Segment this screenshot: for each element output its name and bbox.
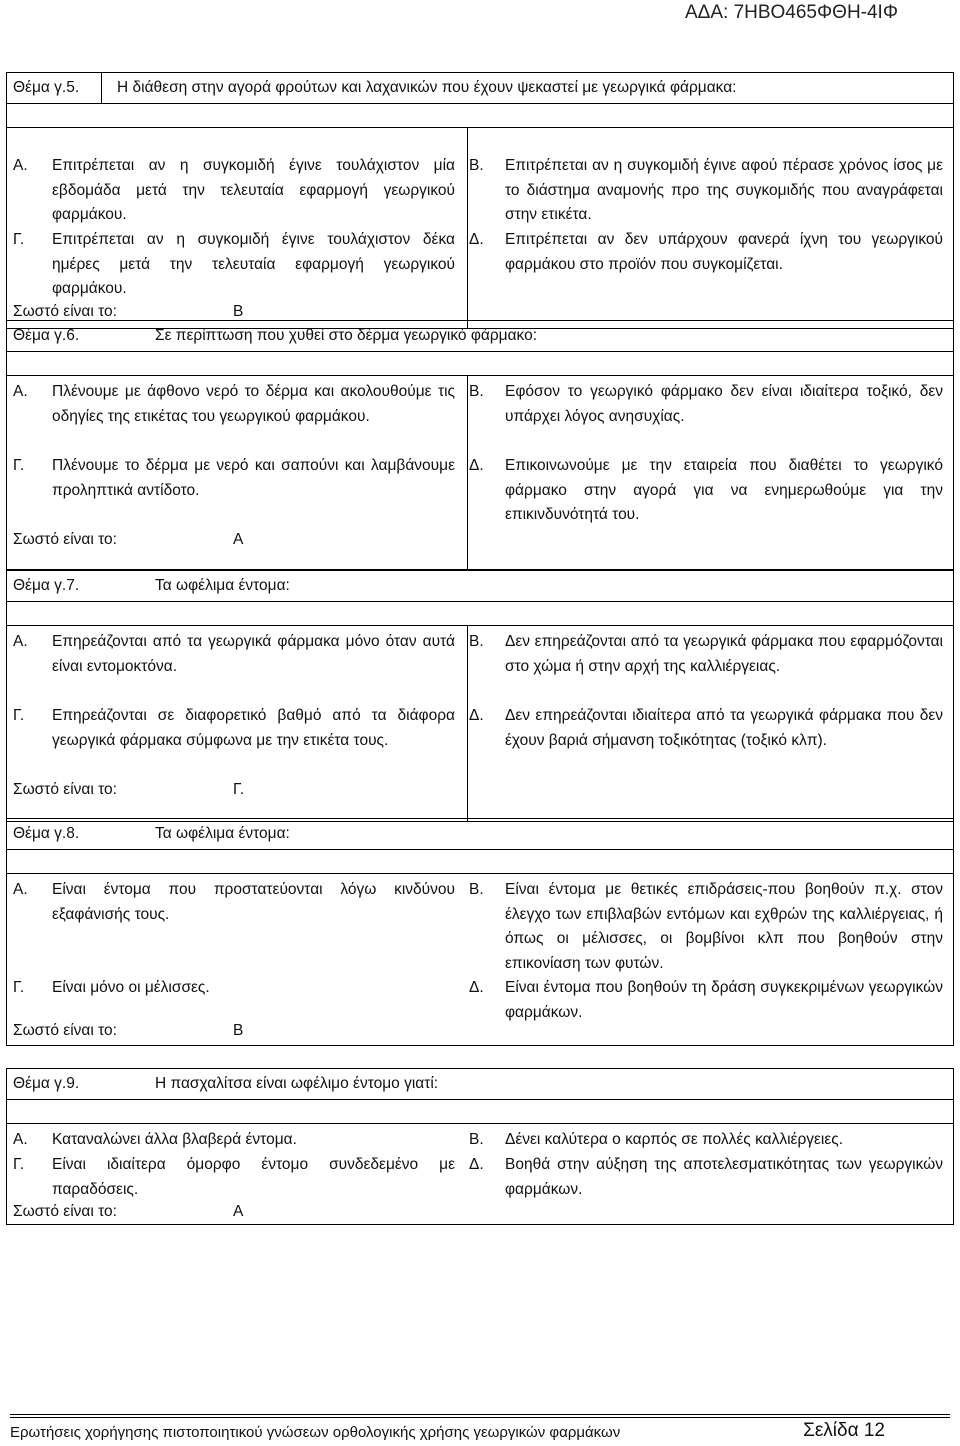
option-c: Επηρεάζονται σε διαφορετικό βαθμό από τα διάφορα γεωργικά φάρμακα σύμφωνα με την ετικέτα τους. xyxy=(52,707,455,749)
question-code: Θέμα γ.7. xyxy=(13,577,80,594)
question-title: Τα ωφέλιμα έντομα: xyxy=(155,577,290,594)
option-label-c: Γ. xyxy=(13,1156,25,1173)
option-label-b: Β. xyxy=(469,157,484,174)
footer-title: Ερωτήσεις χορήγησης πιστοποιητικού γνώσεων ορθολογικής χρήσης γεωργικών φαρμάκων xyxy=(10,1424,621,1441)
option-label-a: Α. xyxy=(13,383,28,400)
question-block-7 xyxy=(6,570,954,822)
footer-rule xyxy=(10,1414,950,1415)
correct-label: Σωστό είναι το: xyxy=(13,531,117,548)
correct-value: Γ. xyxy=(233,781,245,798)
spacer-row xyxy=(7,352,953,376)
question-title: Η διάθεση στην αγορά φρούτων και λαχανικών που έχουν ψεκαστεί με γεωργικά φάρμακα: xyxy=(117,79,737,96)
option-c: Επιτρέπεται αν η συγκομιδή έγινε τουλάχιστον δέκα ημέρες μετά την τελευταία εφαρμογή γεωργικού φαρμάκου. xyxy=(52,231,455,297)
title-divider xyxy=(101,73,102,103)
spacer-row xyxy=(7,104,953,128)
option-b: Δένει καλύτερα ο καρπός σε πολλές καλλιέργειες. xyxy=(505,1131,844,1148)
option-label-b: Β. xyxy=(469,1131,484,1148)
question-code: Θέμα γ.5. xyxy=(13,79,80,96)
option-label-d: Δ. xyxy=(469,231,484,248)
correct-value: Α xyxy=(233,1203,244,1220)
question-title-row xyxy=(7,321,953,352)
question-block-9 xyxy=(6,1068,954,1225)
option-b: Εφόσον το γεωργικό φάρμακο δεν είναι ιδιαίτερα τοξικό, δεν υπάρχει λόγος ανησυχίας. xyxy=(505,383,943,425)
option-a: Πλένουμε με άφθονο νερό το δέρμα και ακολουθούμε τις οδηγίες της ετικέτας του γεωργικού φαρμάκου. xyxy=(52,383,455,425)
option-d: Είναι έντομα που βοηθούν τη δράση συγκεκριμένων γεωργικών φαρμάκων. xyxy=(505,979,943,1021)
correct-label: Σωστό είναι το: xyxy=(13,1203,117,1220)
question-title-row xyxy=(7,571,953,602)
question-code: Θέμα γ.9. xyxy=(13,1075,80,1092)
option-label-c: Γ. xyxy=(13,979,25,996)
column-divider xyxy=(467,376,468,569)
spacer-row xyxy=(7,602,953,626)
correct-value: Β xyxy=(233,303,244,320)
options-row xyxy=(7,128,953,328)
correct-answer xyxy=(13,528,244,553)
question-title: Τα ωφέλιμα έντομα: xyxy=(155,825,290,842)
correct-label: Σωστό είναι το: xyxy=(13,781,117,798)
option-label-b: Β. xyxy=(469,633,484,650)
option-label-d: Δ. xyxy=(469,1156,484,1173)
options-row xyxy=(7,376,953,569)
question-title-row xyxy=(7,1069,953,1100)
option-d: Επικοινωνούμε με την εταιρεία που διαθέτει το γεωργικό φάρμακο στην αγορά για να ενημερωθούμε για την επικινδυνότητά του. xyxy=(505,457,943,523)
option-d: Επιτρέπεται αν δεν υπάρχουν φανερά ίχνη του γεωργικού φαρμάκου στο προϊόν που συγκομίζεται. xyxy=(505,231,943,273)
column-divider xyxy=(467,128,468,328)
footer-rule-double xyxy=(10,1417,950,1418)
column-divider xyxy=(467,626,468,821)
ada-header: ΑΔΑ: 7ΗΒΟ465ΦΘΗ-4ΙΦ xyxy=(684,2,898,23)
page-number: Σελίδα 12 xyxy=(803,1420,885,1441)
option-label-c: Γ. xyxy=(13,457,25,474)
question-block-8 xyxy=(6,818,954,1046)
option-b: Επιτρέπεται αν η συγκομιδή έγινε αφού πέρασε χρόνος ίσος με το διάστημα αναμονής προ της συγκομιδής που αναγράφεται στην ετικέτα. xyxy=(505,157,943,223)
correct-answer xyxy=(13,1200,244,1225)
question-title: Σε περίπτωση που χυθεί στο δέρμα γεωργικό φάρμακο: xyxy=(155,327,538,344)
option-a: Είναι έντομα που προστατεύονται λόγω κινδύνου εξαφάνισής τους. xyxy=(52,881,455,923)
options-row xyxy=(7,626,953,821)
option-c: Πλένουμε το δέρμα με νερό και σαπούνι και λαμβάνουμε προληπτικά αντίδοτο. xyxy=(52,457,455,499)
correct-value: Α xyxy=(233,531,244,548)
option-label-a: Α. xyxy=(13,881,28,898)
correct-value: Β xyxy=(233,1022,244,1039)
option-c: Είναι ιδιαίτερα όμορφο έντομο συνδεδεμένο με παραδόσεις. xyxy=(52,1156,455,1198)
option-label-c: Γ. xyxy=(13,231,25,248)
option-d: Βοηθά στην αύξηση της αποτελεσματικότητας των γεωργικών φαρμάκων. xyxy=(505,1156,943,1198)
options-row xyxy=(7,874,953,1045)
correct-answer xyxy=(13,778,245,803)
option-label-d: Δ. xyxy=(469,457,484,474)
option-c: Είναι μόνο οι μέλισσες. xyxy=(52,979,210,996)
option-label-b: Β. xyxy=(469,383,484,400)
question-block-6 xyxy=(6,320,954,570)
question-code: Θέμα γ.8. xyxy=(13,825,80,842)
option-d: Δεν επηρεάζονται ιδιαίτερα από τα γεωργικά φάρμακα που δεν έχουν βαριά σήμανση τοξικότητας (τοξικό κλπ). xyxy=(505,707,943,749)
option-a: Καταναλώνει άλλα βλαβερά έντομα. xyxy=(52,1131,297,1148)
question-title: Η πασχαλίτσα είναι ωφέλιμο έντομο γιατί: xyxy=(155,1075,439,1092)
option-label-d: Δ. xyxy=(469,707,484,724)
question-block-5 xyxy=(6,72,954,329)
option-label-c: Γ. xyxy=(13,707,25,724)
option-label-a: Α. xyxy=(13,633,28,650)
option-label-b: Β. xyxy=(469,881,484,898)
option-label-a: Α. xyxy=(13,157,28,174)
option-a: Επηρεάζονται από τα γεωργικά φάρμακα μόνο όταν αυτά είναι εντομοκτόνα. xyxy=(52,633,455,675)
option-a: Επιτρέπεται αν η συγκομιδή έγινε τουλάχιστον μία εβδομάδα μετά την τελευταία εφαρμογή γεωργικού φαρμάκου. xyxy=(52,157,455,223)
option-b: Είναι έντομα με θετικές επιδράσεις-που βοηθούν π.χ. στον έλεγχο των επιβλαβών εντόμων και εχθρών της καλλιέργειας, ή όπως οι μέλισσες, οι βομβίνοι κλπ που βοηθούν στην επικονίαση των φυτών. xyxy=(505,881,943,972)
correct-label: Σωστό είναι το: xyxy=(13,1022,117,1039)
spacer-row xyxy=(7,1100,953,1124)
question-code: Θέμα γ.6. xyxy=(13,327,80,344)
options-row xyxy=(7,1124,953,1224)
spacer-row xyxy=(7,850,953,874)
option-b: Δεν επηρεάζονται από τα γεωργικά φάρμακα που εφαρμόζονται στο χώμα ή στην αρχή της καλλιέργειας. xyxy=(505,633,943,675)
correct-label: Σωστό είναι το: xyxy=(13,303,117,320)
correct-answer xyxy=(13,1019,244,1044)
question-title-row xyxy=(7,819,953,850)
option-label-d: Δ. xyxy=(469,979,484,996)
option-label-a: Α. xyxy=(13,1131,28,1148)
question-title-row xyxy=(7,73,953,104)
